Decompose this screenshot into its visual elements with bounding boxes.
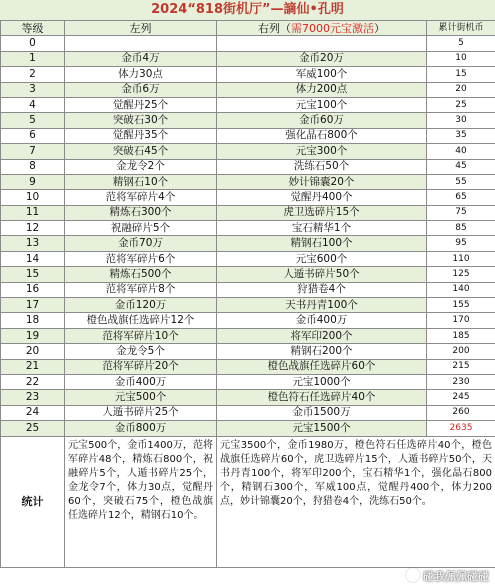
level-cell: 20 — [1, 344, 65, 359]
level-cell: 23 — [1, 390, 65, 405]
table-row — [1, 205, 495, 220]
watermark-logo-icon — [406, 568, 420, 582]
level-cell: 25 — [1, 421, 65, 436]
right-reward-cell: 洗练石50个 — [217, 159, 427, 174]
right-reward-cell: 金币20万 — [217, 51, 427, 66]
left-reward-cell: 体力30点 — [65, 67, 217, 82]
cumulative-cell: 230 — [427, 374, 495, 389]
cumulative-cell: 55 — [427, 174, 495, 189]
left-reward-cell: 范将军碎片4个 — [65, 190, 217, 205]
right-reward-cell: 虎卫选碎片15个 — [217, 205, 427, 220]
table-row — [1, 405, 495, 420]
left-reward-cell: 精钢石10个 — [65, 174, 217, 189]
cumulative-cell: 200 — [427, 344, 495, 359]
left-reward-cell: 金币120万 — [65, 298, 217, 313]
table-row — [1, 298, 495, 313]
right-reward-cell: 橙色战旗任选碎片60个 — [217, 359, 427, 374]
level-cell: 24 — [1, 405, 65, 420]
header-right: 右列（需7000元宝激活） — [217, 21, 427, 36]
level-cell: 18 — [1, 313, 65, 328]
cumulative-cell: 25 — [427, 97, 495, 112]
left-reward-cell: 金币6万 — [65, 82, 217, 97]
sheet-title: 2024“818街机厅”—謫仙•孔明 — [0, 0, 495, 21]
level-cell: 19 — [1, 328, 65, 343]
right-reward-cell: 橙色符石任选碎片40个 — [217, 390, 427, 405]
cumulative-cell: 85 — [427, 221, 495, 236]
cumulative-cell: 65 — [427, 190, 495, 205]
cumulative-cell: 95 — [427, 236, 495, 251]
level-cell: 0 — [1, 36, 65, 51]
table-row — [1, 190, 495, 205]
header-row — [1, 21, 495, 36]
left-reward-cell: 橙色战旗任选碎片12个 — [65, 313, 217, 328]
cumulative-cell: 40 — [427, 144, 495, 159]
table-row — [1, 282, 495, 297]
table-row — [1, 374, 495, 389]
right-reward-cell: 天书丹青100个 — [217, 298, 427, 313]
table-row — [1, 113, 495, 128]
table-row — [1, 144, 495, 159]
cumulative-cell: 45 — [427, 159, 495, 174]
table-row — [1, 67, 495, 82]
right-reward-cell: 人遁书碎片50个 — [217, 267, 427, 282]
summary-right: 元宝3500个，金币1980万，橙色符石任选碎片40个，橙色战旗任选碎片60个，虎卫选碎片15个，人遁书碎片50个，天书丹青100个，将军印200个，宝石精华1个，强化晶石800个，精钢石300个，军威100点，觉醒丹400个，体力200点，妙计锦囊20个，狩猎卷4个，洗练石50个。 — [217, 436, 495, 567]
level-cell: 6 — [1, 128, 65, 143]
table-row — [1, 328, 495, 343]
cumulative-cell: 10 — [427, 51, 495, 66]
left-reward-cell: 范将军碎片20个 — [65, 359, 217, 374]
level-cell: 8 — [1, 159, 65, 174]
table-row — [1, 267, 495, 282]
summary-row — [1, 436, 495, 567]
table-row — [1, 159, 495, 174]
left-reward-cell: 范将军碎片6个 — [65, 251, 217, 266]
left-reward-cell: 金币4万 — [65, 51, 217, 66]
right-reward-cell: 强化晶石800个 — [217, 128, 427, 143]
table-row — [1, 174, 495, 189]
right-reward-cell: 宝石精华1个 — [217, 221, 427, 236]
level-cell: 5 — [1, 113, 65, 128]
level-cell: 11 — [1, 205, 65, 220]
left-reward-cell: 金币70万 — [65, 236, 217, 251]
right-reward-cell: 觉醒丹400个 — [217, 190, 427, 205]
table-row — [1, 359, 495, 374]
cumulative-cell: 215 — [427, 359, 495, 374]
level-cell: 3 — [1, 82, 65, 97]
level-cell: 22 — [1, 374, 65, 389]
left-reward-cell: 金币400万 — [65, 374, 217, 389]
right-reward-cell: 精钢石200个 — [217, 344, 427, 359]
table-row — [1, 97, 495, 112]
level-cell: 7 — [1, 144, 65, 159]
cumulative-cell: 185 — [427, 328, 495, 343]
right-reward-cell: 军威100个 — [217, 67, 427, 82]
left-reward-cell: 觉醒丹35个 — [65, 128, 217, 143]
activation-requirement: 需7000元宝激活 — [291, 21, 374, 35]
level-cell: 12 — [1, 221, 65, 236]
right-reward-cell: 元宝600个 — [217, 251, 427, 266]
right-reward-cell: 金币400万 — [217, 313, 427, 328]
level-cell: 13 — [1, 236, 65, 251]
table-row — [1, 51, 495, 66]
table-row — [1, 128, 495, 143]
left-reward-cell: 元宝500个 — [65, 390, 217, 405]
right-reward-cell: 体力200点 — [217, 82, 427, 97]
left-reward-cell: 祝融碎片5个 — [65, 221, 217, 236]
cumulative-cell: 170 — [427, 313, 495, 328]
left-reward-cell: 金币800万 — [65, 421, 217, 436]
left-reward-cell: 金龙令5个 — [65, 344, 217, 359]
table-row — [1, 221, 495, 236]
table-row — [1, 344, 495, 359]
right-reward-cell: 将军印200个 — [217, 328, 427, 343]
level-cell: 2 — [1, 67, 65, 82]
header-cumulative: 累计街机币 — [427, 21, 495, 36]
right-reward-cell: 狩猎卷4个 — [217, 282, 427, 297]
level-cell: 21 — [1, 359, 65, 374]
level-cell: 9 — [1, 174, 65, 189]
level-cell: 14 — [1, 251, 65, 266]
summary-label: 统计 — [1, 436, 65, 567]
right-reward-cell: 元宝1000个 — [217, 374, 427, 389]
right-reward-cell: 金币1500万 — [217, 405, 427, 420]
left-reward-cell: 突破石30个 — [65, 113, 217, 128]
cumulative-cell: 35 — [427, 128, 495, 143]
cumulative-cell: 30 — [427, 113, 495, 128]
header-left: 左列 — [65, 21, 217, 36]
left-reward-cell: 范将军碎片8个 — [65, 282, 217, 297]
left-reward-cell: 金龙令2个 — [65, 159, 217, 174]
table-row — [1, 82, 495, 97]
level-cell: 1 — [1, 51, 65, 66]
left-reward-cell: 精炼石500个 — [65, 267, 217, 282]
level-cell: 15 — [1, 267, 65, 282]
reward-table — [0, 20, 495, 568]
header-level: 等级 — [1, 21, 65, 36]
cumulative-cell: 75 — [427, 205, 495, 220]
left-reward-cell: 突破石45个 — [65, 144, 217, 159]
left-reward-cell: 人遁书碎片25个 — [65, 405, 217, 420]
left-reward-cell: 范将军碎片10个 — [65, 328, 217, 343]
table-row — [1, 251, 495, 266]
right-reward-cell: 元宝300个 — [217, 144, 427, 159]
cumulative-cell: 140 — [427, 282, 495, 297]
table-row — [1, 313, 495, 328]
cumulative-cell: 15 — [427, 67, 495, 82]
summary-left: 元宝500个，金币1400万，范将军碎片48个，精炼石800个，祝融碎片5个，人遁书碎片25个，金龙令7个，体力30点，觉醒丹60个，突破石75个，橙色战旗任选碎片12个，精钢石10个。 — [65, 436, 217, 567]
right-reward-cell: 元宝100个 — [217, 97, 427, 112]
level-cell: 10 — [1, 190, 65, 205]
cumulative-cell: 5 — [427, 36, 495, 51]
right-reward-cell: 元宝1500个 — [217, 421, 427, 436]
cumulative-cell: 125 — [427, 267, 495, 282]
level-cell: 16 — [1, 282, 65, 297]
right-reward-cell: 金币60万 — [217, 113, 427, 128]
watermark: 碰我佩佩碰碰 — [406, 568, 489, 584]
table-row — [1, 236, 495, 251]
table-row — [1, 390, 495, 405]
level-cell: 17 — [1, 298, 65, 313]
table-row — [1, 36, 495, 51]
right-reward-cell: 精钢石100个 — [217, 236, 427, 251]
cumulative-cell: 155 — [427, 298, 495, 313]
cumulative-cell: 110 — [427, 251, 495, 266]
cumulative-cell: 260 — [427, 405, 495, 420]
left-reward-cell: 觉醒丹25个 — [65, 97, 217, 112]
cumulative-cell: 245 — [427, 390, 495, 405]
level-cell: 4 — [1, 97, 65, 112]
left-reward-cell — [65, 36, 217, 51]
right-reward-cell: 妙计锦囊20个 — [217, 174, 427, 189]
left-reward-cell: 精炼石300个 — [65, 205, 217, 220]
cumulative-cell: 20 — [427, 82, 495, 97]
table-row — [1, 421, 495, 436]
right-reward-cell — [217, 36, 427, 51]
cumulative-cell: 2635 — [427, 421, 495, 436]
